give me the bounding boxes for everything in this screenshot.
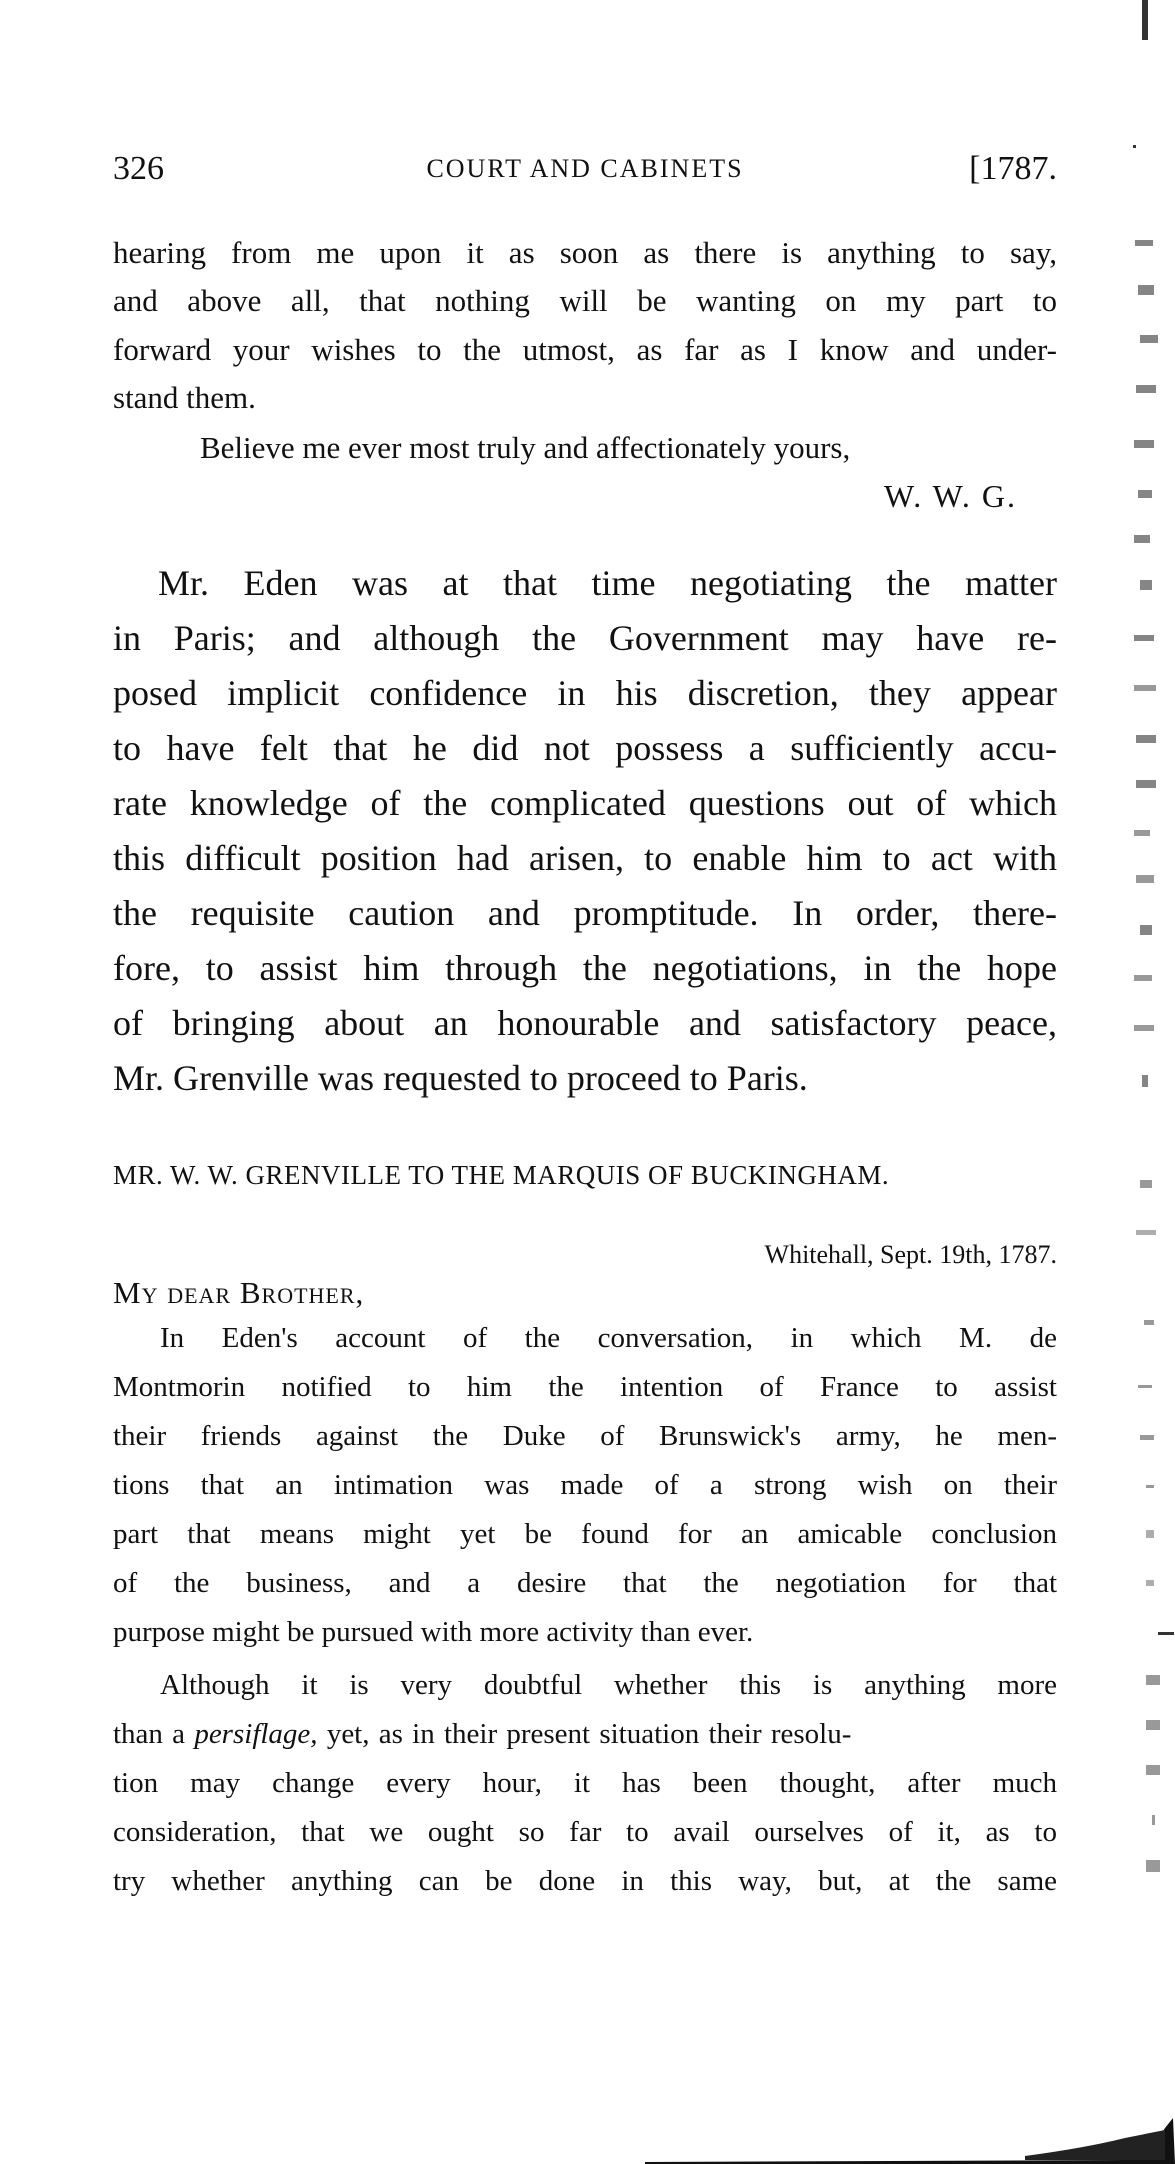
- text-line: hearing from me upon it as soon as there is anything to say,: [113, 235, 1057, 270]
- scan-mark: [1134, 440, 1154, 448]
- text-line: fore, to assist him through the negotiations, in the hope: [113, 948, 1057, 988]
- scan-mark: [1134, 975, 1152, 981]
- text-line: posed implicit confidence in his discretion, they appear: [113, 673, 1057, 713]
- scan-mark: [1136, 875, 1154, 883]
- scan-mark: [1140, 925, 1152, 935]
- text-line: this difficult position had arisen, to enable him to act with: [113, 838, 1057, 878]
- text-line: tions that an intimation was made of a strong wish on their: [113, 1469, 1057, 1501]
- closing-line: Believe me ever most truly and affectionately yours,: [200, 430, 851, 465]
- text-line: their friends against the Duke of Brunswick's army, he men-: [113, 1420, 1057, 1452]
- scan-mark: [1134, 1025, 1154, 1031]
- text-line: Mr. Eden was at that time negotiating the matter: [158, 563, 1057, 603]
- scan-mark: [1134, 685, 1156, 691]
- scan-mark: [1134, 635, 1154, 641]
- text-line: of bringing about an honourable and satisfactory peace,: [113, 1003, 1057, 1043]
- text-line: In Eden's account of the conversation, in which M. de: [160, 1322, 1057, 1354]
- text-line: forward your wishes to the utmost, as far as I know and under-: [113, 332, 1057, 367]
- text-line: purpose might be pursued with more activity than ever.: [113, 1616, 754, 1648]
- page-number: 326: [113, 150, 164, 187]
- text-line: try whether anything can be done in this way, but, at the same: [113, 1865, 1057, 1897]
- scan-mark: [1146, 1485, 1154, 1488]
- letter-heading: MR. W. W. GRENVILLE TO THE MARQUIS OF BUCKINGHAM.: [113, 1160, 890, 1190]
- scan-mark: [1140, 335, 1158, 343]
- text-line: consideration, that we ought so far to avail ourselves of it, as to: [113, 1816, 1057, 1848]
- scan-mark: [1140, 580, 1152, 590]
- scan-mark: [1152, 1815, 1155, 1825]
- text-line: in Paris; and although the Government may have re-: [113, 618, 1057, 658]
- text-line: the requisite caution and promptitude. In order, there-: [113, 893, 1057, 933]
- scan-mark: [1144, 1320, 1154, 1325]
- emphasis-persiflage: persiflage,: [194, 1718, 318, 1750]
- text-line: [113, 1718, 1057, 1751]
- text-line: rate knowledge of the complicated questions out of which: [113, 783, 1057, 823]
- text-line: part that means might yet be found for an amicable conclusion: [113, 1518, 1057, 1550]
- running-title: COURT AND CABINETS: [426, 154, 744, 183]
- page-edge-shadow: [645, 2118, 1175, 2164]
- scan-mark: [1134, 535, 1150, 543]
- scan-mark: [1136, 735, 1156, 743]
- scan-mark: [1138, 285, 1154, 295]
- signature: W. W. G.: [883, 478, 1017, 514]
- scan-mark: [1136, 385, 1156, 393]
- scan-mark: [1140, 1180, 1152, 1188]
- scan-mark: [1140, 1435, 1154, 1440]
- scan-mark: [1146, 1720, 1160, 1730]
- scan-mark: [1134, 830, 1150, 836]
- scan-mark: [1146, 1860, 1160, 1872]
- text-line: of the business, and a desire that the negotiation for that: [113, 1567, 1057, 1599]
- text-line: to have felt that he did not possess a sufficiently accu-: [113, 728, 1057, 768]
- text-line: Although it is very doubtful whether this is anything more: [160, 1669, 1057, 1701]
- scan-mark: [1136, 1230, 1156, 1235]
- text-line: and above all, that nothing will be wanting on my part to: [113, 283, 1057, 318]
- letter-dateline: Whitehall, Sept. 19th, 1787.: [764, 1240, 1057, 1269]
- scan-mark: [1142, 1075, 1148, 1087]
- text-line: tion may change every hour, it has been thought, after much: [113, 1767, 1057, 1799]
- scan-mark: [1138, 490, 1152, 498]
- text-line: Montmorin notified to him the intention of France to assist: [113, 1371, 1057, 1403]
- scan-mark: [1142, 0, 1148, 40]
- text-line: Mr. Grenville was requested to proceed to Paris.: [113, 1058, 808, 1098]
- text-span: than a: [113, 1718, 195, 1750]
- running-header: [113, 150, 1057, 190]
- scan-mark: [1136, 780, 1156, 788]
- scan-mark: [1146, 1765, 1160, 1775]
- header-year: [1787.: [969, 150, 1057, 187]
- text-span: yet, as in their present situation their resolu-: [317, 1718, 852, 1750]
- salutation: My dear Brother,: [113, 1275, 365, 1310]
- scan-mark: [1158, 1632, 1174, 1635]
- scan-mark: [1133, 145, 1136, 148]
- scan-mark: [1146, 1580, 1154, 1586]
- scan-mark: [1138, 1385, 1152, 1388]
- scan-mark: [1146, 1530, 1154, 1538]
- text-line: stand them.: [113, 380, 256, 415]
- scan-mark: [1146, 1675, 1160, 1685]
- scan-mark: [1135, 240, 1153, 246]
